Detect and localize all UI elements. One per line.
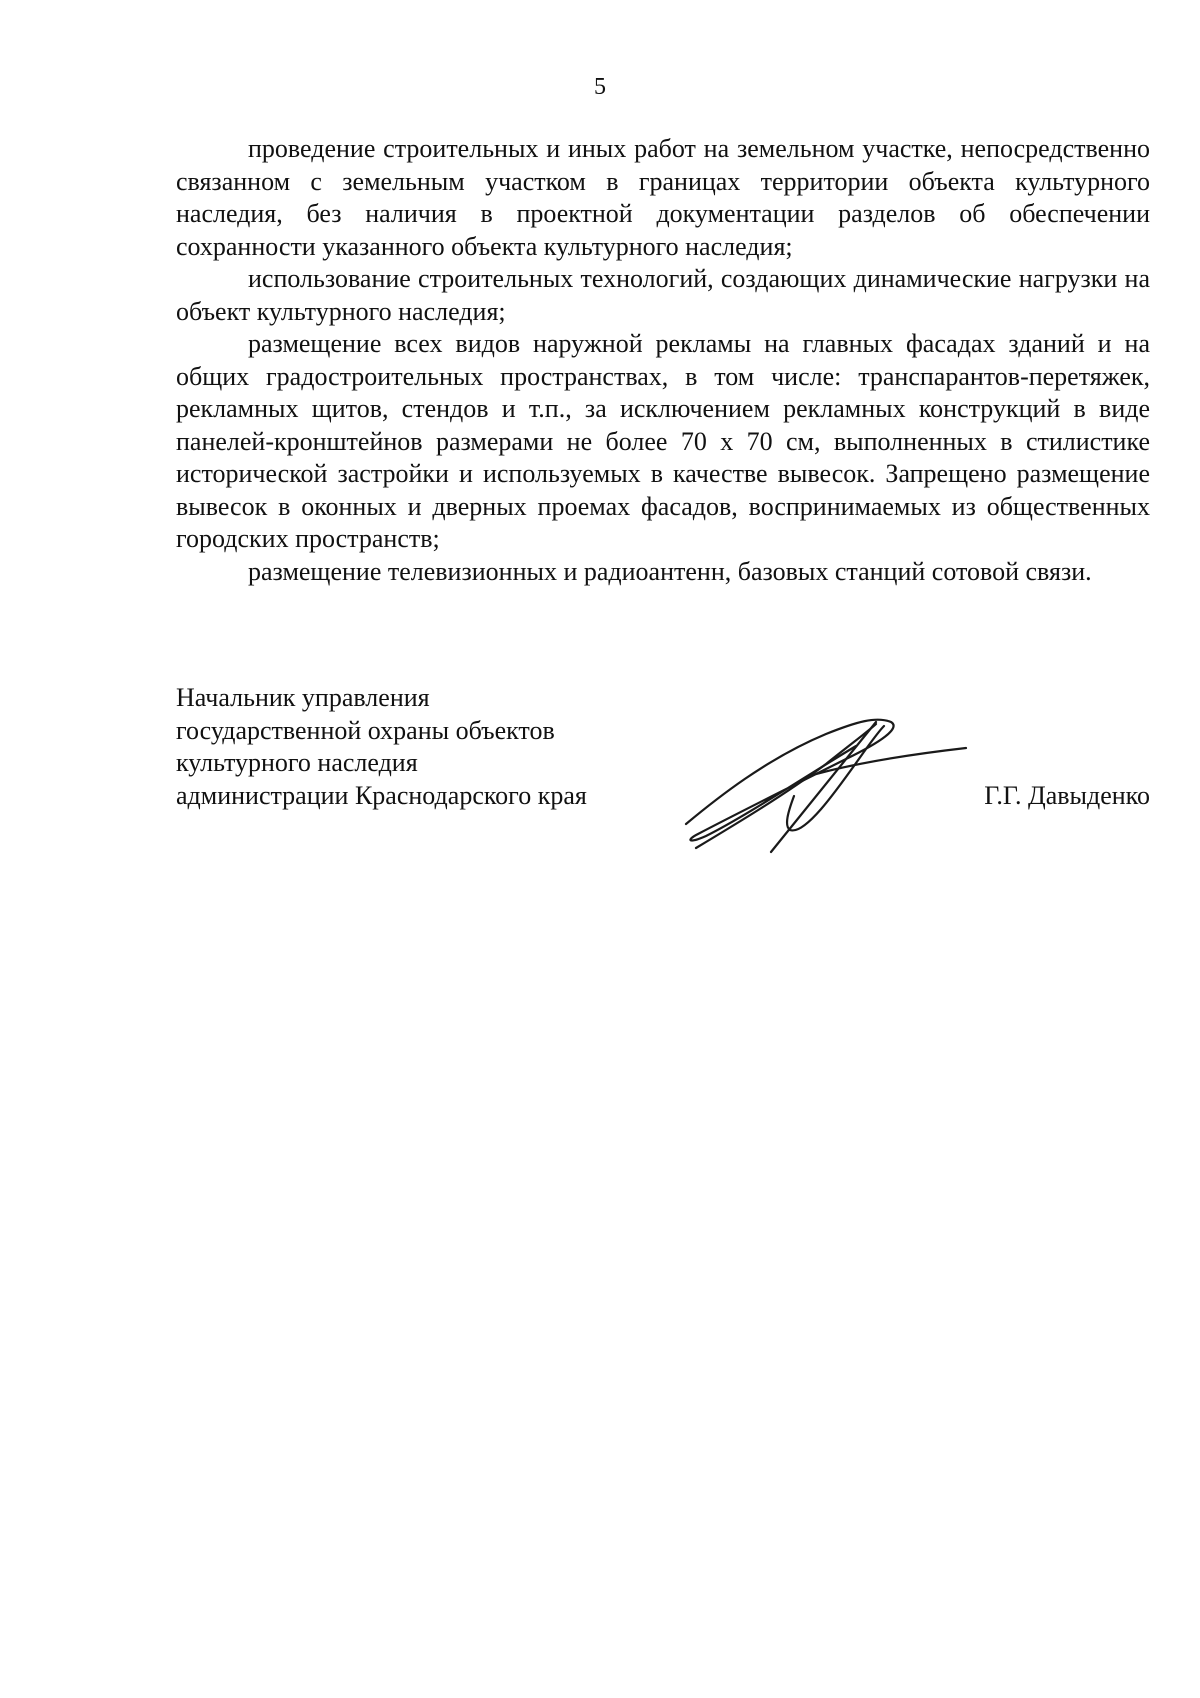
page-number: 5 xyxy=(594,74,606,100)
handwritten-signature-icon xyxy=(676,704,976,854)
document-body xyxy=(176,133,1150,588)
position-line: Начальник управления xyxy=(176,683,430,712)
signer-name: Г.Г. Давыденко xyxy=(984,780,1150,810)
signature-stroke xyxy=(771,722,876,852)
position-line: культурного наследия xyxy=(176,748,418,777)
signature-block xyxy=(176,682,1150,862)
signature-stroke xyxy=(696,724,876,848)
signer-position xyxy=(176,682,587,812)
paragraph-construction-works: проведение строительных и иных работ на земельном участке, непосредственно связанном с земельным участком в границах территории объекта культурного наследия, без наличия в проектной документации разделов об обеспечении сохранности указанного объекта культурного наследия; xyxy=(176,134,1150,261)
position-line: администрации Краснодарского края xyxy=(176,780,587,810)
paragraph-antennas: размещение телевизионных и радиоантенн, базовых станций сотовой связи. xyxy=(248,556,1092,586)
paragraph-outdoor-advertising: размещение всех видов наружной рекламы на главных фасадах зданий и на общих градостроительных пространствах, в том числе: транспарантов-перетяжек, рекламных щитов, стендов и т.п., за исключением рекламных конструкций в виде панелей-кронштейнов размерами не более 70 х 70 см, выполненных в стилистике исторической застройки и используемых в качестве вывесок. Запрещено размещение вывесок в оконных и дверных проемах фасадов, воспринимаемых из общественных городских пространств; xyxy=(176,329,1150,553)
position-line: государственной охраны объектов xyxy=(176,715,555,745)
paragraph-dynamic-loads: использование строительных технологий, создающих динамические нагрузки на объект культурного наследия; xyxy=(176,264,1150,326)
